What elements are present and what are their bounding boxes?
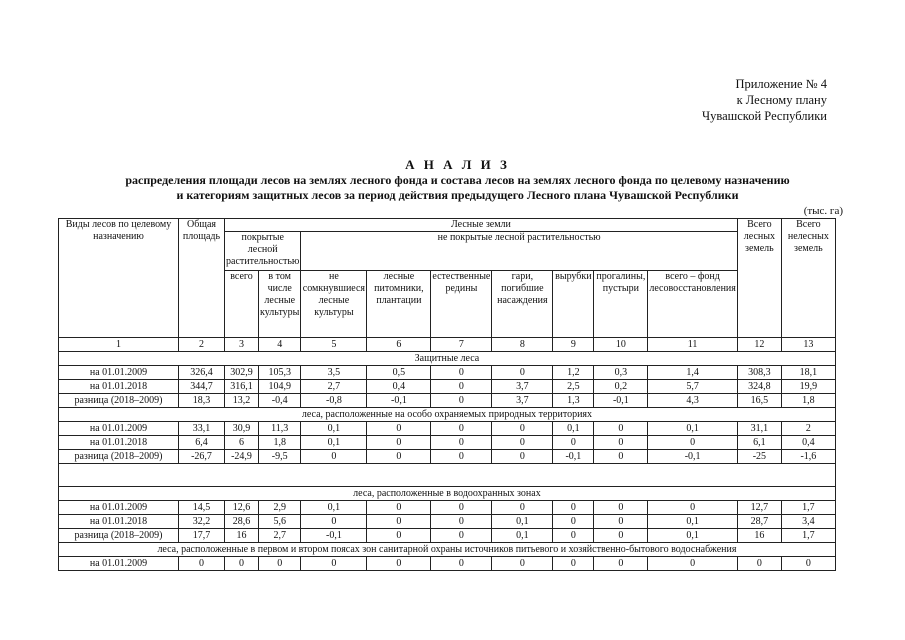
table-cell: 18,3: [179, 394, 225, 408]
header-clearings: вырубки: [553, 271, 594, 338]
table-cell: 0,4: [781, 436, 835, 450]
table-cell: 0: [431, 422, 492, 436]
row-label: разница (2018–2009): [59, 394, 179, 408]
table-cell: 0: [553, 501, 594, 515]
table-cell: 0: [367, 529, 431, 543]
table-cell: 0,2: [594, 380, 648, 394]
table-cell: 0,1: [648, 529, 738, 543]
table-cell: 3,7: [492, 394, 553, 408]
section-header-row: [59, 543, 836, 557]
units-label: (тыс. га): [803, 205, 843, 217]
table-cell: 0: [431, 501, 492, 515]
table-cell: 0,1: [492, 515, 553, 529]
table-cell: 0: [301, 557, 367, 571]
table-cell: 2: [781, 422, 835, 436]
column-number-row: [59, 338, 836, 352]
column-number: 4: [259, 338, 301, 352]
table-cell: 12,6: [225, 501, 259, 515]
table-cell: 0: [594, 515, 648, 529]
table-cell: 0: [431, 366, 492, 380]
table-cell: 18,1: [781, 366, 835, 380]
table-cell: 16,5: [737, 394, 781, 408]
table-cell: 0: [179, 557, 225, 571]
header-total-nonforest-lands: Всего нелесных земель: [781, 219, 835, 338]
row-label: на 01.01.2018: [59, 380, 179, 394]
table-cell: 5,6: [259, 515, 301, 529]
row-label: разница (2018–2009): [59, 529, 179, 543]
table-cell: 6,4: [179, 436, 225, 450]
table-cell: 0: [492, 450, 553, 464]
table-cell: 2,7: [259, 529, 301, 543]
table-cell: 326,4: [179, 366, 225, 380]
appendix-line-2: к Лесному плану: [736, 93, 827, 107]
header-glades: прогалины, пустыри: [594, 271, 648, 338]
section-header-row: [59, 408, 836, 422]
table-cell: 1,3: [553, 394, 594, 408]
column-number: 9: [553, 338, 594, 352]
table-cell: 0: [431, 515, 492, 529]
table-cell: -9,5: [259, 450, 301, 464]
table-cell: 0: [594, 529, 648, 543]
table-cell: 3,4: [781, 515, 835, 529]
table-cell: 0,1: [553, 422, 594, 436]
table-cell: 16: [737, 529, 781, 543]
header-forest-cultures: в том числе лесные культуры: [259, 271, 301, 338]
table-cell: 0,3: [594, 366, 648, 380]
table-cell: 16: [225, 529, 259, 543]
header-covered: покрытые лесной растительностью: [225, 232, 301, 271]
table-cell: 0: [367, 422, 431, 436]
document-subtitle-1: распределения площади лесов на землях лесного фонда и состава лесов на землях лесного фонда по целевому назначению: [125, 173, 790, 187]
table-cell: 105,3: [259, 366, 301, 380]
table-cell: 19,9: [781, 380, 835, 394]
table-cell: 11,3: [259, 422, 301, 436]
table-row: [59, 380, 836, 394]
table-cell: 308,3: [737, 366, 781, 380]
table-cell: 28,7: [737, 515, 781, 529]
table-cell: 0: [367, 515, 431, 529]
table-cell: 0,4: [367, 380, 431, 394]
table-cell: 0,1: [301, 501, 367, 515]
section-title: леса, расположенные на особо охраняемых природных территориях: [59, 408, 836, 422]
table-cell: 5,7: [648, 380, 738, 394]
table-cell: -0,1: [301, 529, 367, 543]
table-cell: 0: [431, 436, 492, 450]
table-cell: -0,4: [259, 394, 301, 408]
table-cell: 0: [431, 380, 492, 394]
table-cell: 2,5: [553, 380, 594, 394]
table-cell: 0: [553, 529, 594, 543]
table-row: [59, 450, 836, 464]
column-number: 13: [781, 338, 835, 352]
table-cell: 0: [737, 557, 781, 571]
table-cell: 0: [648, 501, 738, 515]
table-cell: 0,1: [301, 436, 367, 450]
table-cell: 344,7: [179, 380, 225, 394]
table-cell: 1,8: [259, 436, 301, 450]
section-title: леса, расположенные в первом и втором поясах зон санитарной охраны источников питьевого и хозяйственно-бытового водоснабжения: [59, 543, 836, 557]
appendix-note: [607, 76, 827, 124]
column-number: 3: [225, 338, 259, 352]
table-cell: 0: [259, 557, 301, 571]
header-covered-total: всего: [225, 271, 259, 338]
section-title: Защитные леса: [59, 352, 836, 366]
table-row: [59, 366, 836, 380]
table-cell: -24,9: [225, 450, 259, 464]
table-cell: 0: [367, 436, 431, 450]
table-cell: 316,1: [225, 380, 259, 394]
table-cell: 0,1: [648, 422, 738, 436]
document-heading: [55, 157, 860, 202]
blank-cell: [59, 464, 836, 487]
appendix-line-1: Приложение № 4: [735, 77, 827, 91]
table-cell: 6,1: [737, 436, 781, 450]
table-row: [59, 422, 836, 436]
header-total-forest-lands: Всего лесных земель: [737, 219, 781, 338]
blank-row: [59, 464, 836, 487]
table-cell: -0,1: [367, 394, 431, 408]
table-cell: 0: [431, 529, 492, 543]
table-cell: 302,9: [225, 366, 259, 380]
document-title: А Н А Л И З: [405, 157, 510, 172]
section-header-row: [59, 487, 836, 501]
table-cell: 0: [594, 557, 648, 571]
table-cell: 1,4: [648, 366, 738, 380]
header-reforestation-fund: всего – фонд лесовосстановления: [648, 271, 738, 338]
table-cell: -0,1: [594, 394, 648, 408]
table-cell: 0: [301, 450, 367, 464]
table-cell: 0: [431, 557, 492, 571]
table-cell: 0: [492, 501, 553, 515]
table-cell: 0: [553, 515, 594, 529]
table-cell: 0,5: [367, 366, 431, 380]
table-cell: 0: [648, 557, 738, 571]
table-cell: -0,1: [553, 450, 594, 464]
table-cell: 30,9: [225, 422, 259, 436]
table-cell: 0: [594, 422, 648, 436]
table-cell: 0: [367, 501, 431, 515]
table-cell: 0,1: [648, 515, 738, 529]
row-label: на 01.01.2009: [59, 422, 179, 436]
table-cell: 2,7: [301, 380, 367, 394]
table-row: [59, 436, 836, 450]
header-natural-sparse: естественные редины: [431, 271, 492, 338]
table-row: [59, 394, 836, 408]
row-label: на 01.01.2018: [59, 436, 179, 450]
table-cell: 0: [492, 422, 553, 436]
column-number: 7: [431, 338, 492, 352]
header-nurseries: лесные питомники, плантации: [367, 271, 431, 338]
header-forest-type: Виды лесов по целевому назначению: [59, 219, 179, 338]
table-cell: 0: [492, 436, 553, 450]
table-cell: 3,7: [492, 380, 553, 394]
table-cell: 12,7: [737, 501, 781, 515]
appendix-line-3: Чувашской Республики: [701, 109, 827, 123]
column-number: 5: [301, 338, 367, 352]
table-cell: 2,9: [259, 501, 301, 515]
table-cell: 0: [431, 450, 492, 464]
header-total-area: Общая площадь: [179, 219, 225, 338]
row-label: разница (2018–2009): [59, 450, 179, 464]
header-unclosed-cultures: не сомкнувшиеся лесные культуры: [301, 271, 367, 338]
analysis-table: [58, 218, 836, 571]
table-row: [59, 529, 836, 543]
table-cell: 14,5: [179, 501, 225, 515]
table-cell: 104,9: [259, 380, 301, 394]
table-cell: -0,1: [648, 450, 738, 464]
header-not-covered: не покрытые лесной растительностью: [301, 232, 737, 271]
table-cell: 0: [553, 436, 594, 450]
column-number: 8: [492, 338, 553, 352]
section-header-row: [59, 352, 836, 366]
table-cell: 1,7: [781, 501, 835, 515]
table-cell: 0: [781, 557, 835, 571]
column-number: 12: [737, 338, 781, 352]
column-number: 11: [648, 338, 738, 352]
document-subtitle-2: и категориям защитных лесов за период действия предыдущего Лесного плана Чувашской Республики: [176, 187, 739, 202]
row-label: на 01.01.2009: [59, 366, 179, 380]
table-cell: 0,1: [492, 529, 553, 543]
table-cell: -26,7: [179, 450, 225, 464]
row-label: на 01.01.2018: [59, 515, 179, 529]
table-cell: 32,2: [179, 515, 225, 529]
table-row: [59, 515, 836, 529]
table-row: [59, 557, 836, 571]
header-burned-areas: гари, погибшие насаждения: [492, 271, 553, 338]
table-cell: 1,7: [781, 529, 835, 543]
column-number: 2: [179, 338, 225, 352]
table-cell: 0: [648, 436, 738, 450]
table-cell: 13,2: [225, 394, 259, 408]
table-cell: 0: [431, 394, 492, 408]
table-cell: 0: [301, 515, 367, 529]
column-number: 10: [594, 338, 648, 352]
table-cell: 0: [367, 450, 431, 464]
row-label: на 01.01.2009: [59, 501, 179, 515]
table-cell: -1,6: [781, 450, 835, 464]
table-cell: 31,1: [737, 422, 781, 436]
table-cell: 324,8: [737, 380, 781, 394]
table-cell: 1,8: [781, 394, 835, 408]
column-number: 1: [59, 338, 179, 352]
table-cell: 0: [594, 501, 648, 515]
table-cell: 0: [594, 450, 648, 464]
header-forest-lands: Лесные земли: [225, 219, 738, 232]
table-cell: 28,6: [225, 515, 259, 529]
table-cell: 0: [492, 366, 553, 380]
table-cell: 6: [225, 436, 259, 450]
table-cell: 3,5: [301, 366, 367, 380]
table-cell: 0: [367, 557, 431, 571]
table-cell: -25: [737, 450, 781, 464]
column-number: 6: [367, 338, 431, 352]
table-cell: 0: [492, 557, 553, 571]
table-cell: 17,7: [179, 529, 225, 543]
table-cell: 33,1: [179, 422, 225, 436]
table-cell: 1,2: [553, 366, 594, 380]
row-label: на 01.01.2009: [59, 557, 179, 571]
table-cell: 0: [594, 436, 648, 450]
table-cell: 4,3: [648, 394, 738, 408]
table-cell: 0: [225, 557, 259, 571]
table-cell: 0,1: [301, 422, 367, 436]
table-cell: 0: [553, 557, 594, 571]
table-row: [59, 501, 836, 515]
section-title: леса, расположенные в водоохранных зонах: [59, 487, 836, 501]
table-cell: -0,8: [301, 394, 367, 408]
